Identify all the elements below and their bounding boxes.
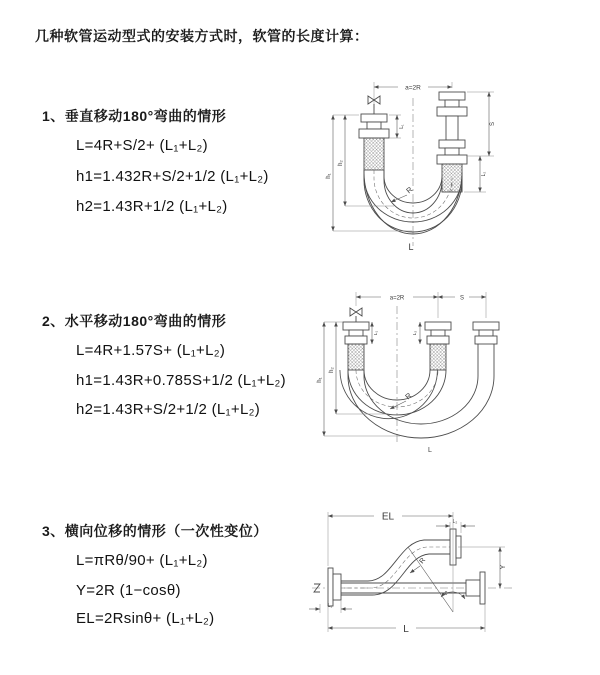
page-title: 几种软管运动型式的安装方式时，软管的长度计算：	[35, 28, 369, 44]
section-2-formula-h2: h2=1.43R+S/2+1/2 (L₁+L₂)	[76, 401, 261, 418]
chord-line	[408, 547, 453, 612]
dim-l1-label: L₁	[399, 124, 405, 129]
hose-displaced-position	[341, 540, 450, 595]
dim-l2-label: L₂	[452, 519, 458, 525]
dim-l1-label: L₁	[374, 330, 379, 336]
right-fitting	[473, 322, 499, 344]
dim-l1-label: L₁	[327, 603, 333, 609]
dim-el-label: EL	[381, 511, 395, 523]
section-2-heading: 2、水平移动180°弯曲的情形	[42, 313, 227, 329]
braided-hose-left	[348, 344, 364, 370]
right-lower-flange	[466, 572, 485, 604]
hose-u-curves-position1	[340, 370, 446, 419]
section-3-heading: 3、横向位移的情形（一次性变位）	[42, 523, 268, 539]
diagram-lateral-displacement	[300, 500, 600, 648]
section-3-formula-el: EL=2Rsinθ+ (L₁+L₂)	[76, 610, 215, 627]
dim-h1-label: h₁	[317, 377, 323, 383]
dim-h2-label: h₂	[329, 367, 335, 373]
diagram-vertical-180-bend	[312, 68, 600, 262]
dim-y-label: Y	[500, 564, 507, 570]
section-2-formula-l: L=4R+1.57S+ (L₁+L₂)	[76, 342, 226, 359]
section-1-formula-h2: h2=1.43R+1/2 (L₁+L₂)	[76, 198, 228, 215]
braided-hose-middle	[430, 344, 446, 370]
length-label: L	[428, 447, 432, 454]
left-fitting	[343, 322, 369, 370]
dim-s-label: S	[459, 295, 465, 302]
hose-centerline-curve	[341, 547, 450, 588]
section-3-formula-l: L=πRθ/90+ (L₁+L₂)	[76, 552, 208, 569]
right-fitting	[437, 92, 467, 192]
diagram-horizontal-180-bend	[308, 284, 600, 456]
left-flange	[328, 568, 341, 606]
dim-s-label: S	[490, 121, 496, 127]
length-label: L	[408, 242, 414, 252]
middle-fitting	[425, 322, 451, 370]
valve-icon	[350, 308, 362, 322]
dim-l2-label: L₂	[481, 171, 487, 177]
dim-a2r-label: a=2R	[389, 295, 405, 302]
dim-a2r-label: a=2R	[405, 84, 421, 92]
dim-h2-label: h₂	[338, 160, 344, 166]
section-1-formula-l: L=4R+S/2+ (L₁+L₂)	[76, 137, 208, 154]
radius-label: R	[403, 390, 414, 402]
section-1-heading: 1、垂直移动180°弯曲的情形	[42, 108, 227, 124]
dim-h1-label: h₁	[326, 173, 332, 179]
left-fitting	[359, 114, 389, 170]
section-2-formula-h1: h1=1.43R+0.785S+1/2 (L₁+L₂)	[76, 372, 286, 389]
radius-label: R	[418, 556, 428, 566]
braided-hose-left	[364, 138, 384, 170]
theta-label: θ	[444, 591, 448, 597]
section-1-formula-h1: h1=1.432R+S/2+1/2 (L₁+L₂)	[76, 168, 269, 185]
dim-l-label: L	[403, 624, 409, 635]
radius-label: R	[404, 184, 415, 196]
dim-l2-label: L₂	[413, 330, 418, 336]
section-3-formula-y: Y=2R (1−cosθ)	[76, 582, 181, 599]
